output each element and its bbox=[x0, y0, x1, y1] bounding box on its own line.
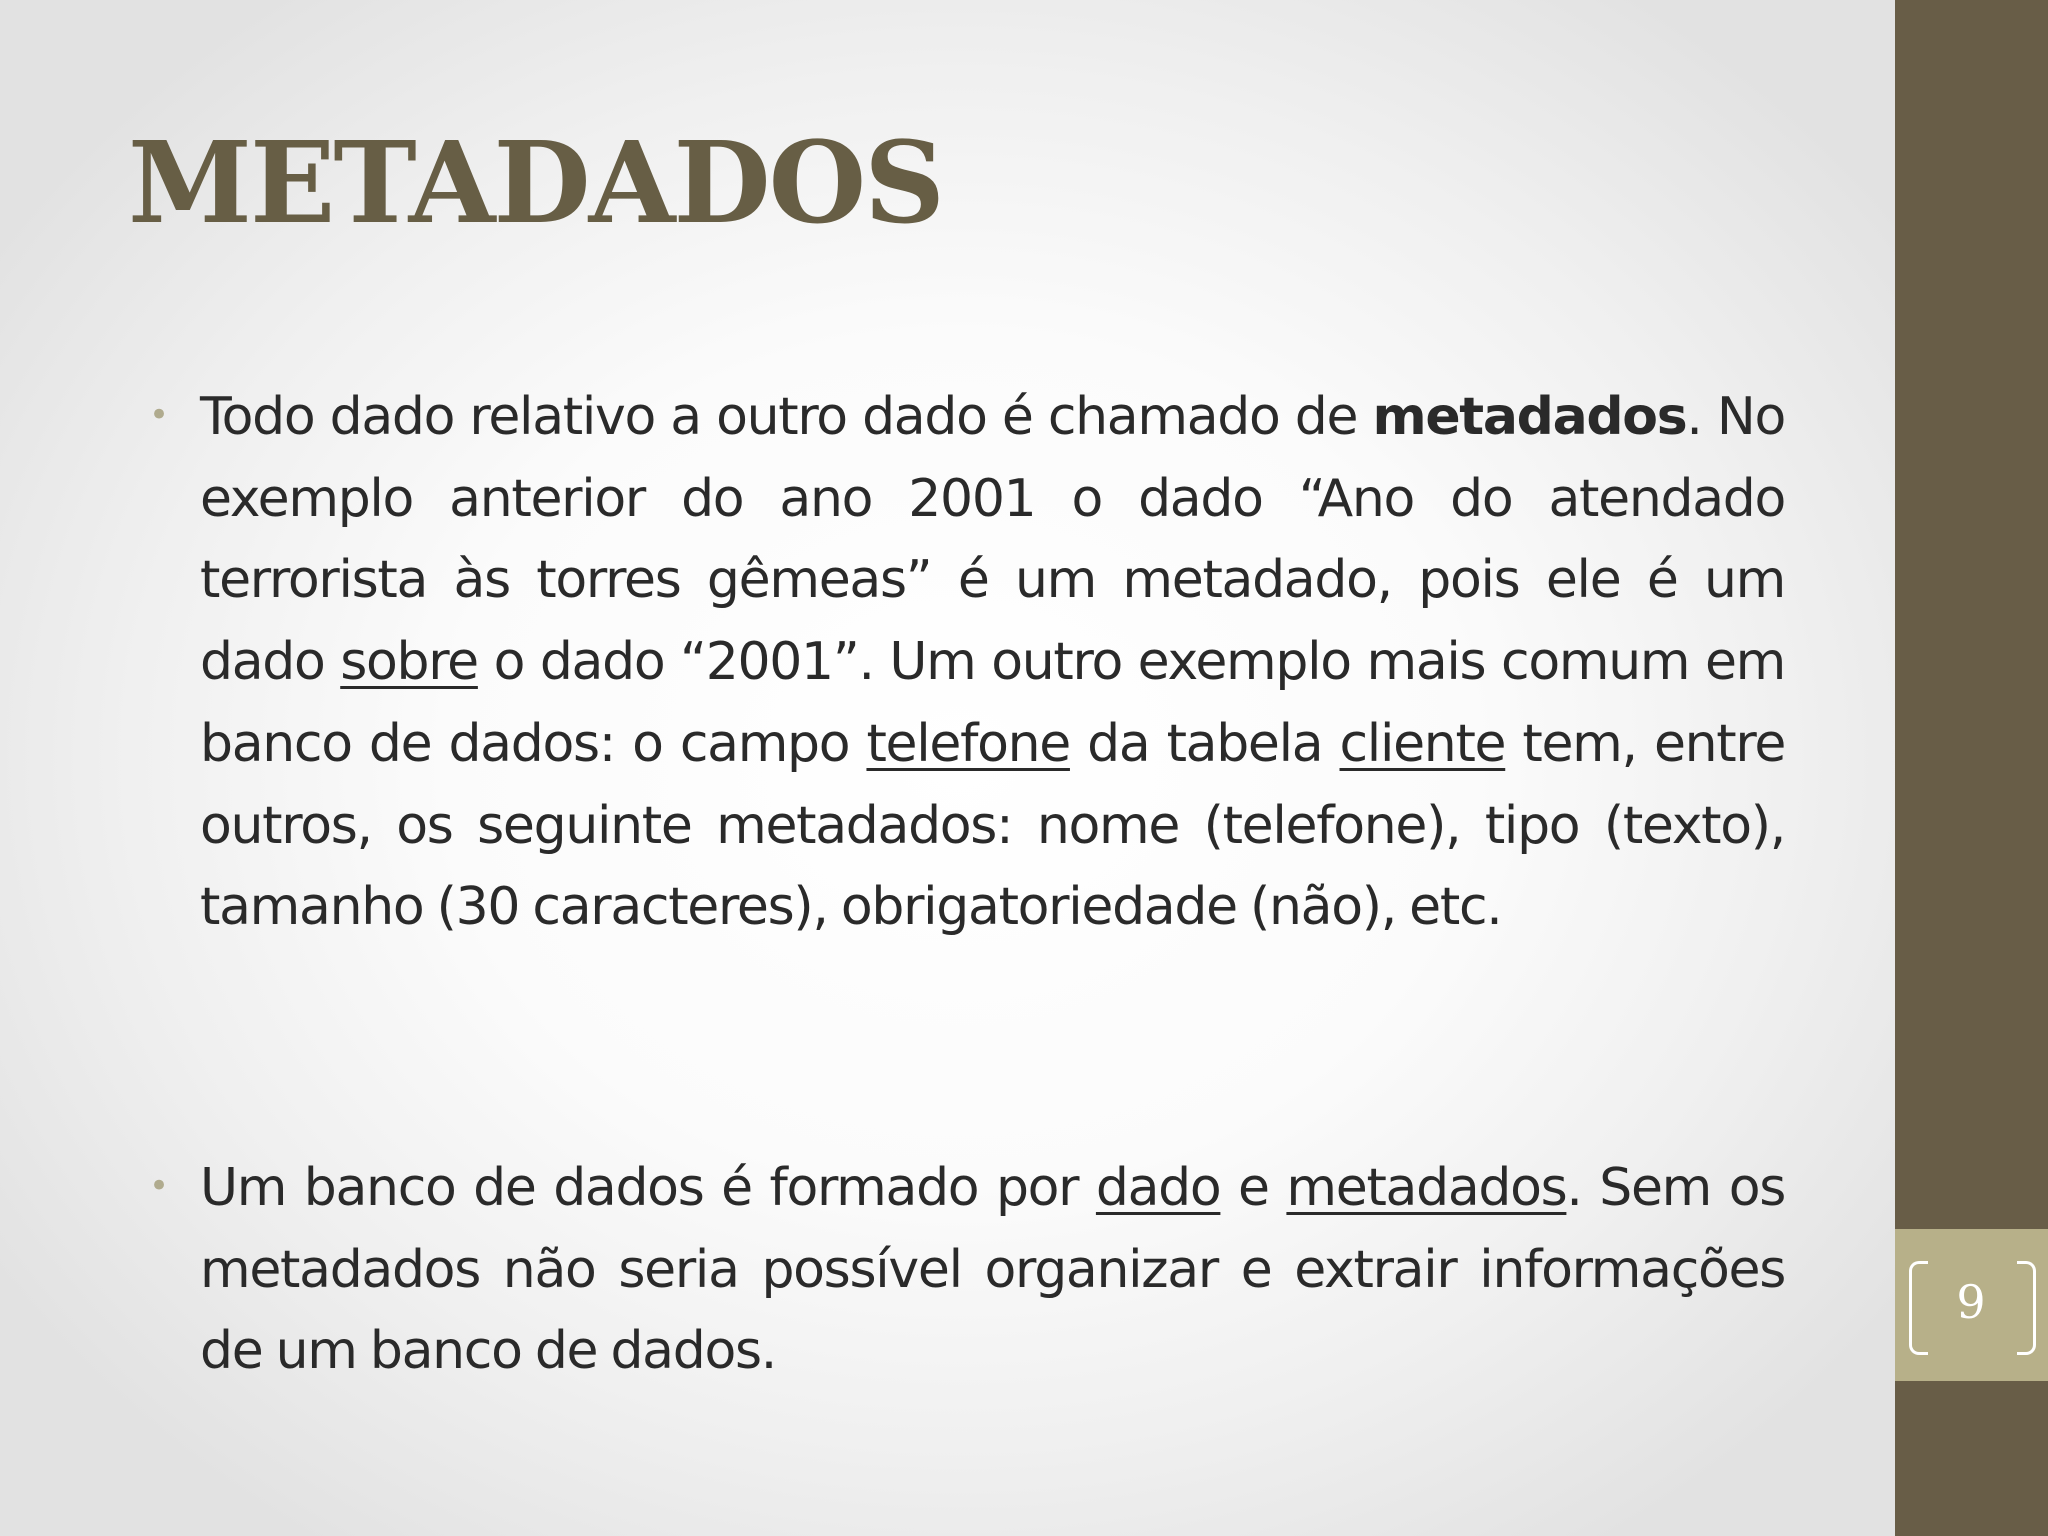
text-span: da tabela bbox=[1069, 713, 1340, 774]
text-span: tem, entre outros, os seguinte metadados: nome (telefone), tipo (texto), tamanho (30 caracteres), obrigatoriedade (não), etc. bbox=[200, 713, 1786, 938]
text-span: o dado “2001”. Um outro exemplo mais comum em banco de dados: o campo bbox=[200, 632, 1785, 774]
bullet-marker: • bbox=[149, 1166, 170, 1206]
text-span: . Sem os metadados não seria possível organizar e extrair informações de um banco de dados. bbox=[200, 1158, 1785, 1382]
text-span: e bbox=[1220, 1158, 1287, 1218]
page-number: 9 bbox=[1956, 1275, 1986, 1329]
slide-title: METADADOS bbox=[128, 118, 944, 249]
text-span: . No exemplo anterior do ano 2001 o dado “Ano do atendado terrorista às torres gêmeas” é um metadado, pois ele é um dado bbox=[200, 387, 1785, 693]
bullet-text-1 bbox=[200, 377, 1785, 949]
right-bracket-icon bbox=[2017, 1261, 2036, 1355]
bold-term-metadados: metadados bbox=[1372, 387, 1687, 447]
page-number-box bbox=[1895, 1229, 2048, 1381]
text-span: Todo dado relativo a outro dado é chamado de bbox=[200, 387, 1373, 447]
underlined-term-cliente: cliente bbox=[1339, 713, 1506, 774]
underlined-term-dado: dado bbox=[1095, 1158, 1221, 1218]
text-span: Um banco de dados é formado por bbox=[200, 1158, 1096, 1218]
underlined-term-sobre: sobre bbox=[340, 632, 478, 693]
sidebar-bar bbox=[1895, 0, 2048, 1536]
underlined-term-metadados: metadados bbox=[1286, 1158, 1567, 1218]
bullet-marker: • bbox=[149, 395, 170, 435]
bullet-text-2 bbox=[200, 1148, 1785, 1393]
underlined-term-telefone: telefone bbox=[866, 713, 1070, 774]
